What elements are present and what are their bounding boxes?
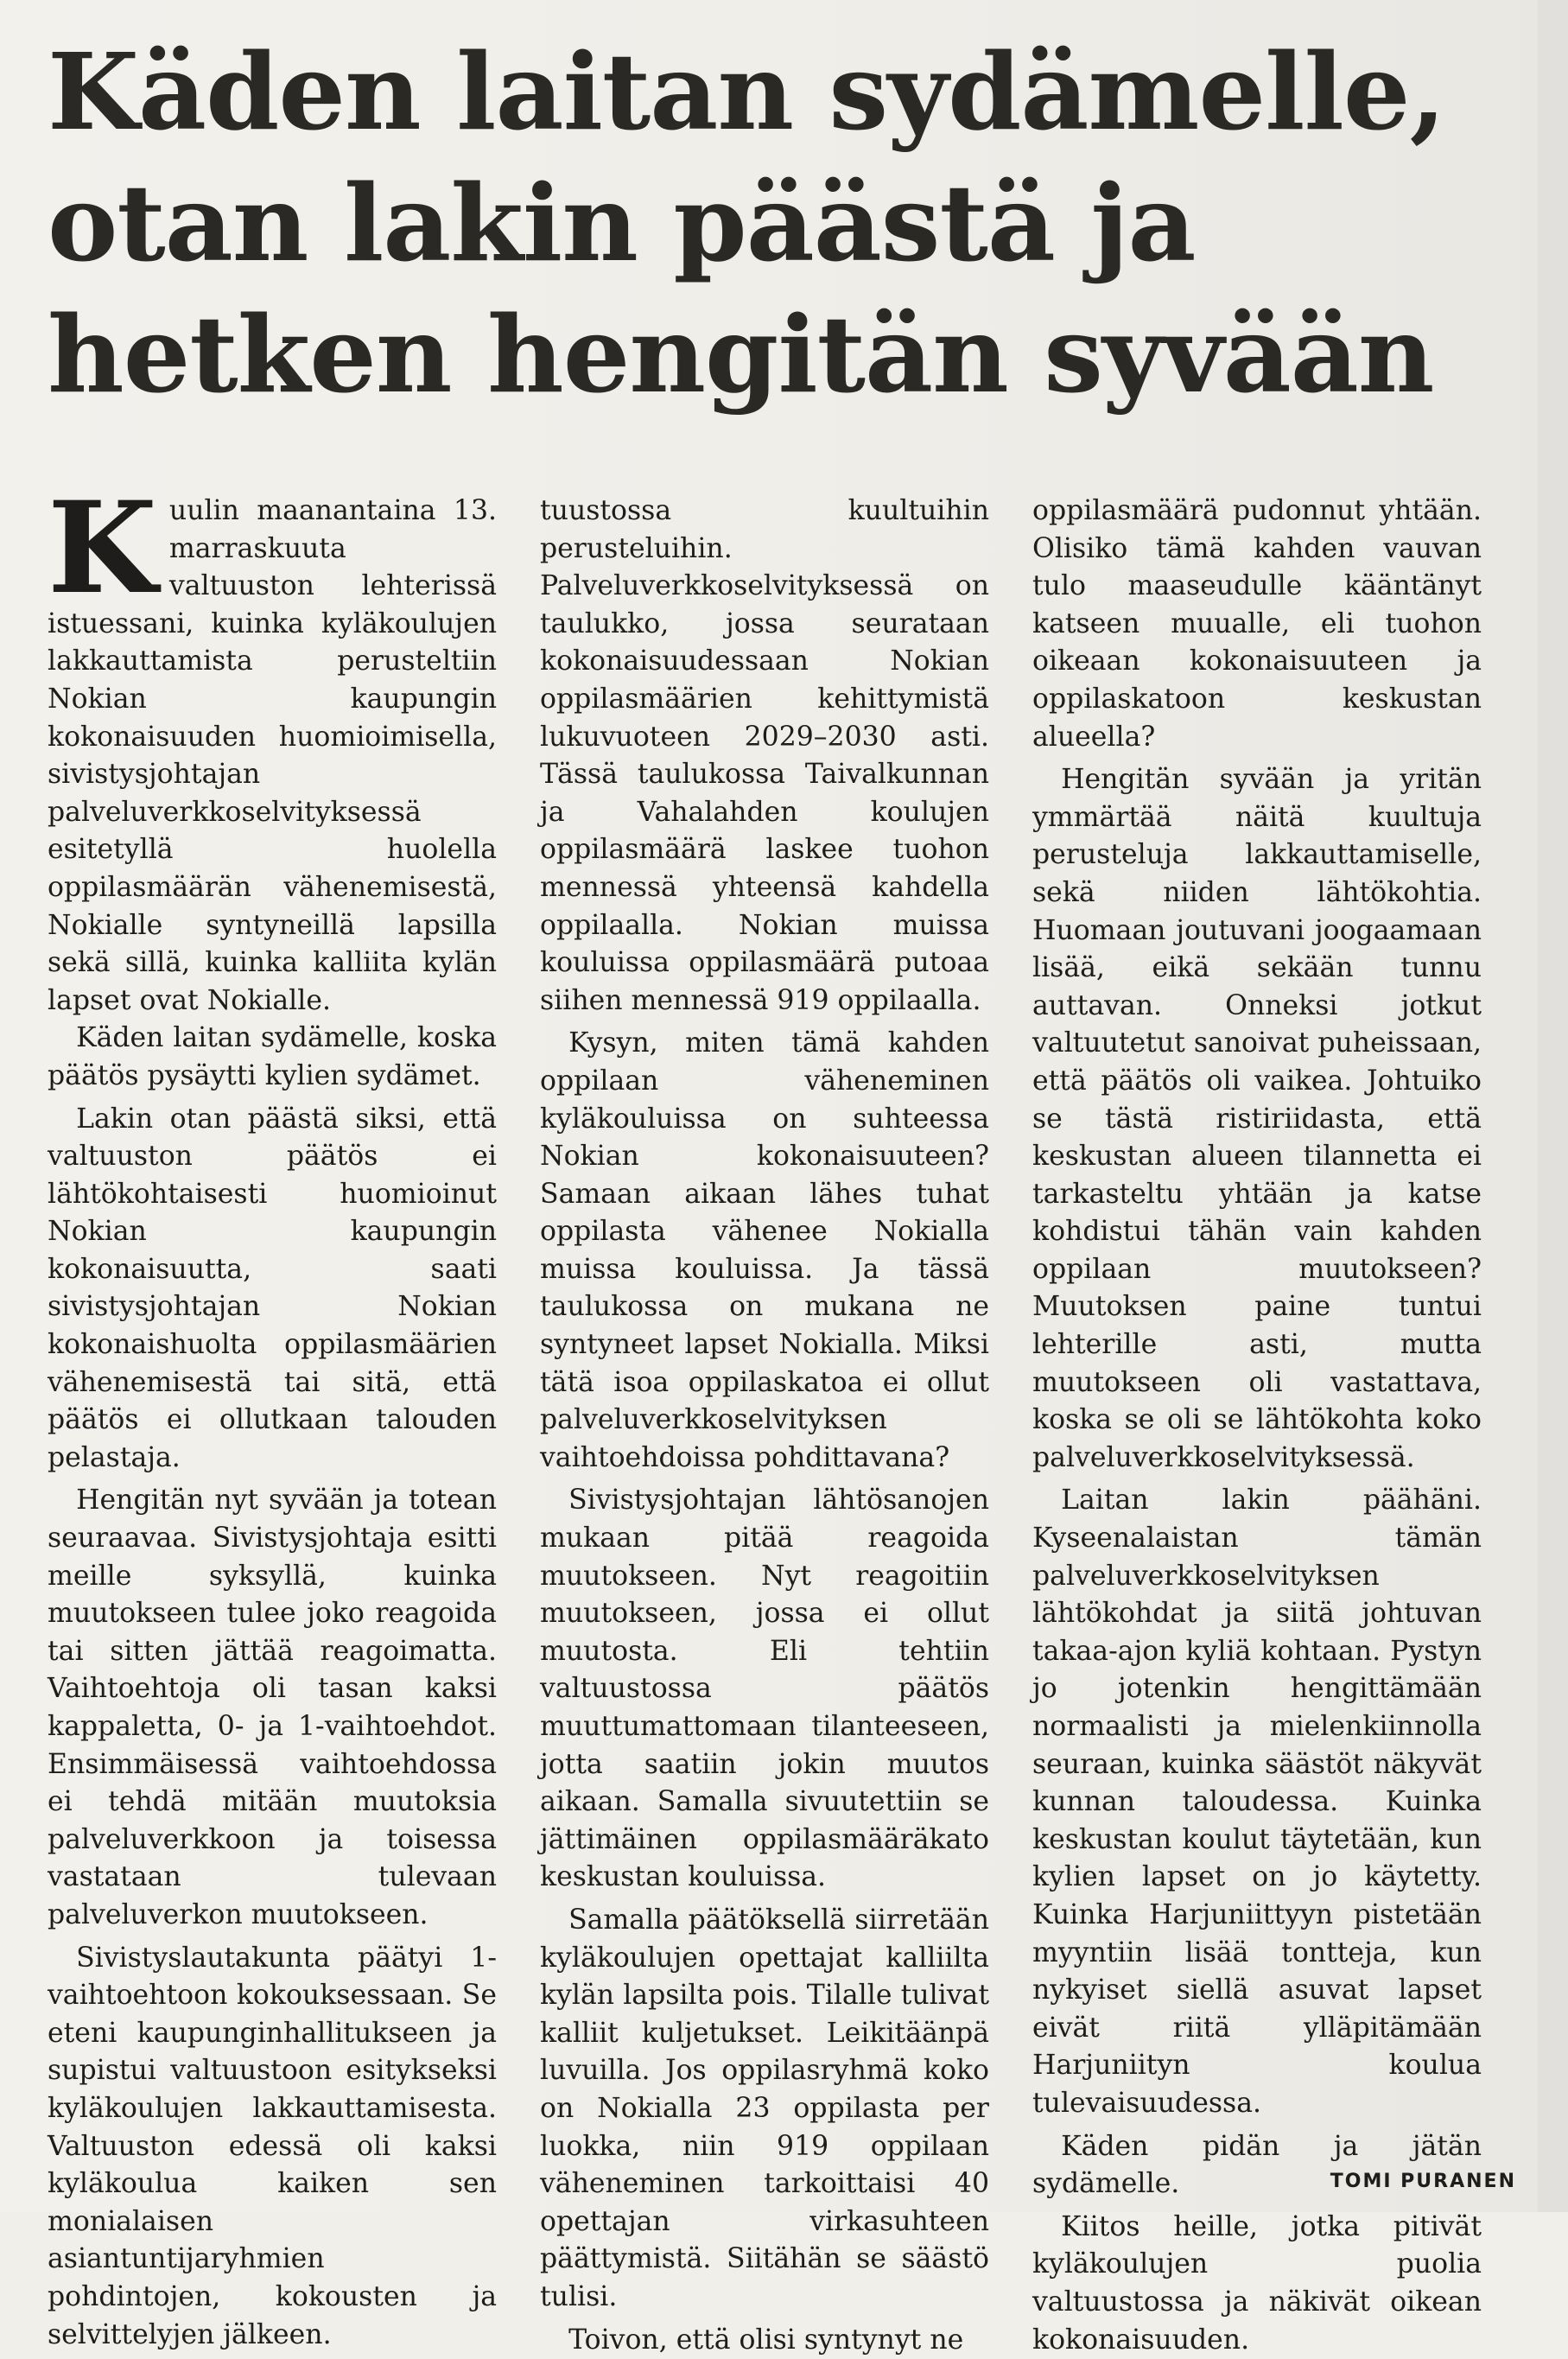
dropcap: K [48,498,157,600]
column-2 [540,493,989,2359]
paragraph-14: Käden pidän ja jätän sydämelle. [1032,2128,1482,2203]
headline-line-1: Käden laitan sydämelle, [48,26,1516,157]
paragraph-6: tuustossa kuultuihin perusteluihin. Palveluverkkoselvityksessä on taulukko, jossa seurataan kokonaisuudessaan Nokian oppilasmäärien kehittymistä lukuvuoteen 2029–2030 asti. Tässä taulukossa Taivalkunnan ja Vahalahden koulujen oppilasmäärä laskee tuohon mennessä yhteensä kahdella oppilaalla. Nokian muissa kouluissa oppilasmäärä putoaa siihen mennessä 919 oppilaalla. [540,493,989,1020]
paragraph-13: Laitan lakin päähäni. Kyseenalaistan tämän palveluverkkoselvityksen lähtökohdat ja siitä johtuvan takaa-ajon kyliä kohtaan. Pystyn jo jotenkin hengittämään normaalisti ja mielenkiinnolla seuraan, kuinka säästöt näkyvät kunnan taloudessa. Kuinka keskustan koulut täytetään, kun kylien lapset on jo käytetty. Kuinka Harjuniittyyn pistetään myyntiin lisää tontteja, kun nykyiset siellä asuvat lapset eivät riitä ylläpitämään Harjuniityn koulua tulevaisuudessa. [1032,1482,1482,2122]
paragraph-9: Samalla päätöksellä siirretään kyläkoulujen opettajat kalliilta kylän lapsilta pois. Tilalle tulivat kalliit kuljetukset. Leikitäänpä luvuilla. Jos oppilasryhmä koko on Nokialla 23 oppilasta per luokka, niin 919 oppilaan väheneminen tarkoittaisi 40 opettajan virkasuhteen päättymistä. Siitähän se säästö tulisi. [540,1902,989,2317]
page-edge [1538,0,1568,2212]
paragraph-10: Toivon, että olisi syntynyt ne [540,2322,989,2359]
paragraph-7: Kysyn, miten tämä kahden oppilaan väheneminen kyläkouluissa on suhteessa Nokian kokonaisuuteen? Samaan aikaan lähes tuhat oppilasta vähenee Nokialla muissa kouluissa. Ja tässä taulukossa on mukana ne syntyneet lapset Nokialla. Miksi tätä isoa oppilaskatoa ei ollut palveluverkkoselvityksen vaihtoehdoissa pohdittavana? [540,1025,989,1477]
author-byline: TOMI PURANEN [1330,2171,1516,2192]
paragraph-1-text: uulin maanantaina 13. marraskuuta valtuuston lehterissä istuessani, kuinka kyläkoulujen lakkauttamista perusteltiin Nokian kaupungin kokonaisuuden huomioimisella, sivistysjohtajan palveluverkkoselvityksessä esitetyllä huolella oppilasmäärän vähenemisestä, Nokialle syntyneillä lapsilla sekä sillä, kuinka kalliita kylän lapset ovat Nokialle. [48,495,497,1016]
paragraph-15: Kiitos heille, jotka pitivät kyläkoulujen puolia valtuustossa ja näkivät oikean kokonaisuuden. [1032,2209,1482,2359]
column-1 [48,493,497,2359]
headline-line-2: otan lakin päästä ja [48,157,1516,289]
paragraph-11: oppilasmäärä pudonnut yhtään. Olisiko tämä kahden vauvan tulo maaseudulle kääntänyt katseen muualle, eli tuohon oikeaan kokonaisuuteen ja oppilaskatoon keskustan alueella? [1032,493,1482,756]
paragraph-3: Lakin otan päästä siksi, että valtuuston päätös ei lähtökohtaisesti huomioinut Nokian kaupungin kokonaisuutta, saati sivistysjohtajan Nokian kokonaishuolta oppilasmäärien vähenemisestä tai sitä, että päätös ei ollutkaan talouden pelastaja. [48,1101,497,1478]
paragraph-1 [48,493,497,1020]
headline [48,26,1516,420]
paragraph-4: Hengitän nyt syvään ja totean seuraavaa. Sivistysjohtaja esitti meille syksyllä, kuinka muutokseen tulee joko reagoida tai sitten jättää reagoimatta. Vaihtoehtoja oli tasan kaksi kappaletta, 0- ja 1-vaihtoehdot. Ensimmäisessä vaihtoehdossa ei tehdä mitään muutoksia palveluverkkoon ja toisessa vastataan tulevaan palveluverkon muutokseen. [48,1482,497,1934]
paragraph-2: Käden laitan sydämelle, koska päätös pysäytti kylien sydämet. [48,1020,497,1095]
paragraph-8: Sivistysjohtajan lähtösanojen mukaan pitää reagoida muutokseen. Nyt reagoitiin muutokseen, jossa ei ollut muutosta. Eli tehtiin valtuustossa päätös muuttumattomaan tilanteeseen, jotta saatiin jokin muutos aikaan. Samalla sivuutettiin se jättimäinen oppilasmääräkato keskustan kouluissa. [540,1482,989,1897]
column-3 [1032,493,1482,2359]
article-body [48,493,1520,2359]
headline-line-3: hetken hengitän syvään [48,289,1516,420]
paragraph-12: Hengitän syvään ja yritän ymmärtää näitä kuultuja perusteluja lakkauttamiselle, sekä niiden lähtökohtia. Huomaan joutuvani joogaamaan lisää, eikä sekään tunnu auttavan. Onneksi jotkut valtuutetut sanoivat puheissaan, että päätös oli vaikea. Johtuiko se tästä ristiriidasta, että keskustan alueen tilannetta ei tarkasteltu yhtään ja katse kohdistui tähän vain kahden oppilaan muutokseen? Muutoksen paine tuntui lehterille asti, mutta muutokseen oli vastattava, koska se oli se lähtökohta koko palveluverkkoselvityksessä. [1032,761,1482,1477]
paragraph-5: Sivistyslautakunta päätyi 1-vaihtoehtoon kokouksessaan. Se eteni kaupunginhallitukseen ja supistui valtuustoon esitykseksi kyläkoulujen lakkauttamisesta. Valtuuston edessä oli kaksi kyläkoulua kaiken sen monialaisen asiantuntijaryhmien pohdintojen, kokousten ja selvittelyjen jälkeen. [48,1940,497,2355]
